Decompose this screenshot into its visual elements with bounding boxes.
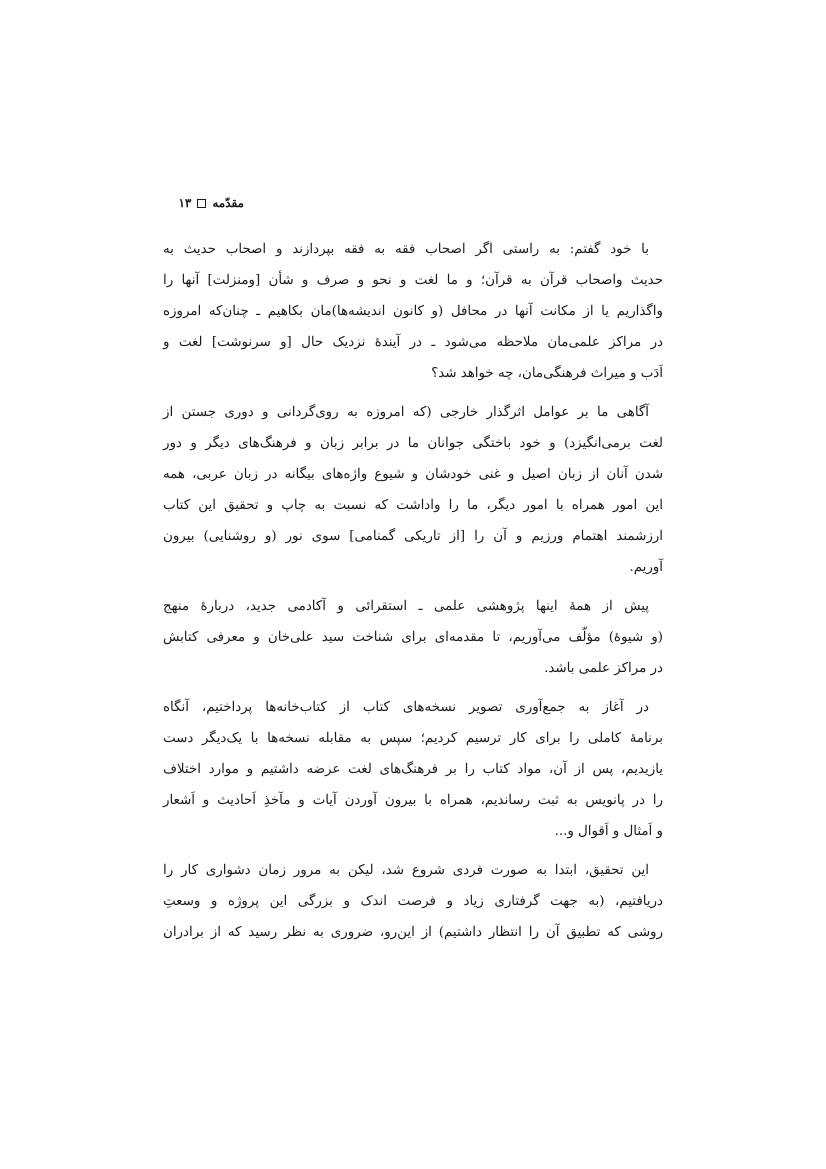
- text-line: آگاهی ما بر عوامل اثرگذار خارجی (که امروزه به روی‌گردانی و دوری جستن از: [163, 405, 649, 420]
- paragraph: [163, 855, 663, 948]
- running-head: [178, 196, 244, 210]
- text-line: و اَمثال و اَقوال و...: [554, 824, 663, 839]
- text-line: با خود گفتم: به راستی اگر اصحاب فقه به فقه بپردازند و اصحاب حدیث به: [163, 242, 649, 257]
- text-line: یازیدیم، پس از آن، مواد کتاب را بر فرهنگ‌های لغت عرضه داشتیم و موارد اختلاف: [163, 762, 663, 777]
- text-line: در مراکز علمی باشد.: [544, 661, 663, 676]
- text-line: اَدَب و میراث فرهنگی‌مان، چه خواهد شد؟: [431, 366, 663, 381]
- text-line: (و شیوهٔ) مؤلّف می‌آوریم، تا مقدمه‌ای برای شناخت سید علی‌خان و معرفی کتابش: [163, 630, 663, 645]
- text-line: شدن آنان از زبان اصیل و غنی خودشان و شیوع واژه‌های بیگانه در زبان عربی، همه: [163, 467, 663, 482]
- text-line: دریافتیم، (به جهت گرفتاری زیاد و فرصت اندک و بزرگی این پروژه و وسعتِ: [163, 894, 663, 909]
- page-number: ١٣: [178, 196, 192, 210]
- paragraph: [163, 234, 663, 389]
- text-line: ارزشمند اهتمام ورزیم و آن را [از تاریکی گمنامی] سوی نور (و روشنایی) بیرون: [163, 529, 663, 544]
- text-line: واگذاریم یا از مکانت آنها در محافل (و کانون اندیشه‌ها)مان بکاهیم ـ چنان‌که امروزه: [163, 304, 663, 319]
- body-text: [163, 234, 663, 956]
- paragraph: [163, 591, 663, 684]
- text-line: در مراکز علمی‌مان ملاحظه می‌شود ـ در آیندهٔ نزدیک حال [و سرنوشت] لغت و: [163, 335, 663, 350]
- text-line: این تحقیق، ابتدا به صورت فردی شروع شد، لیکن به مرور زمان دشواری کار را: [163, 863, 649, 878]
- text-line: روشی که تطبیق آن را انتظار داشتیم) از این‌رو، ضروری به نظر رسید که از برادران: [163, 925, 663, 940]
- text-line: را در پانویس به ثبت رساندیم، همراه با بیرون آوردن آیات و مآخذِ اَحادیث و اَشعار: [163, 793, 663, 808]
- text-line: حدیث واصحاب قرآن به قرآن؛ و ما لغت و نحو و صرف و شأن [ومنزلت] آنها را: [163, 273, 663, 288]
- paragraph: [163, 692, 663, 847]
- text-line: این امور همراه با امور دیگر، ما را واداشت که نسبت به چاپ و تحقیق این کتاب: [163, 498, 663, 513]
- text-line: پیش از همهٔ اینها پژوهشی علمی ـ استقرائی و آکادمی جدید، دربارهٔ منهج: [163, 599, 649, 614]
- text-line: لغت برمی‌انگیزد) و خود باختگی جوانان ما در برابر زبان و فرهنگ‌های دیگر و دور: [163, 436, 663, 451]
- text-line: برنامهٔ کاملی را برای کار ترسیم کردیم؛ سپس به مقابله نسخه‌ها با یک‌دیگر دست: [163, 731, 663, 746]
- square-ornament-icon: [197, 199, 206, 208]
- paragraph: [163, 397, 663, 583]
- text-line: آوریم.: [629, 560, 663, 575]
- chapter-title: مقدّمه: [212, 196, 244, 210]
- text-line: در آغاز به جمع‌آوری تصویر نسخه‌های کتاب از کتاب‌خانه‌ها پرداختیم، آنگاه: [163, 700, 649, 715]
